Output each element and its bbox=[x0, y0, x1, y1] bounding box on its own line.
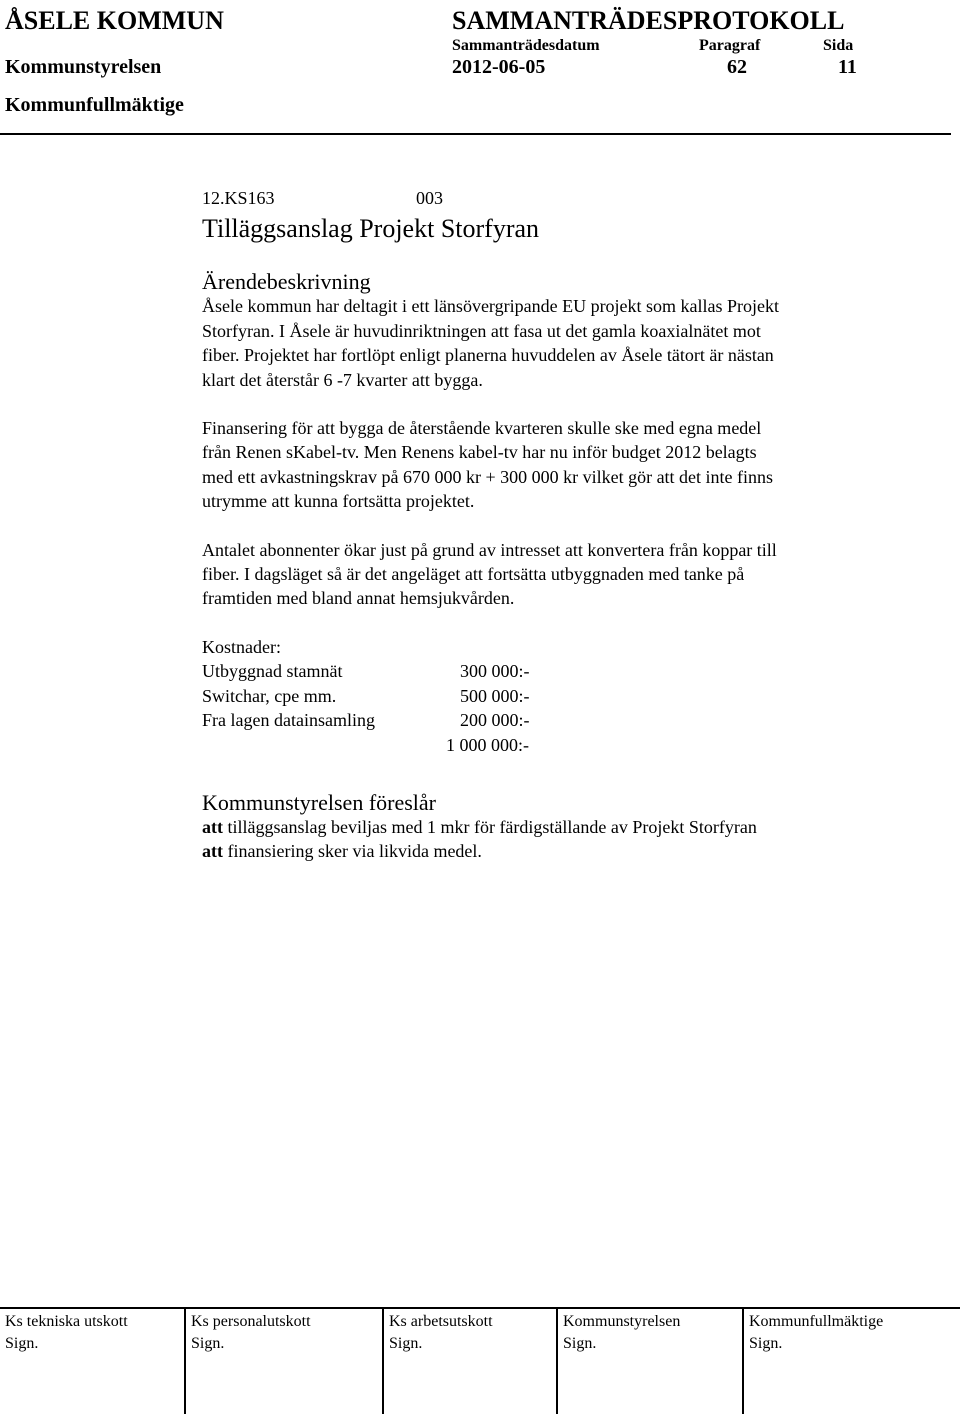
cost-label: Fra lagen datainsamling bbox=[202, 710, 375, 731]
paragraph-label: Paragraf bbox=[699, 37, 761, 54]
text-line: fiber. I dagsläget så är det angeläget att fortsätta utbyggnaden med tanke på bbox=[202, 564, 745, 585]
description-paragraph bbox=[202, 416, 902, 514]
text-line: Storfyran. I Åsele är huvudinriktningen att fasa ut det gamla koaxialnätet mot bbox=[202, 320, 761, 341]
meeting-date: 2012-06-05 bbox=[452, 56, 546, 78]
cost-row bbox=[202, 684, 902, 708]
text-line: Åsele kommun har deltagit i ett länsövergripande EU projekt som kallas Projekt bbox=[202, 296, 780, 317]
proposal-keyword: att bbox=[202, 841, 223, 862]
cost-total: 1 000 000:- bbox=[446, 734, 529, 755]
signature-cell-ks-tekniska-utskott bbox=[0, 1307, 184, 1414]
case-reference bbox=[202, 186, 902, 210]
governing-body: Kommunstyrelsen bbox=[5, 56, 162, 78]
cost-amount: 500 000:- bbox=[460, 685, 530, 706]
signature-cell-ks-personalutskott bbox=[184, 1307, 384, 1414]
signature-body-name: Ks arbetsutskott bbox=[389, 1313, 493, 1330]
cost-label: Switchar, cpe mm. bbox=[202, 685, 337, 706]
header-divider bbox=[0, 133, 951, 135]
signature-label: Sign. bbox=[191, 1335, 225, 1352]
signature-label: Sign. bbox=[5, 1335, 39, 1352]
cost-label: Utbyggnad stamnät bbox=[202, 661, 343, 682]
text-line: Antalet abonnenter ökar just på grund av intresset att konvertera från koppar till bbox=[202, 539, 777, 560]
signature-label: Sign. bbox=[749, 1335, 783, 1352]
proposal-keyword: att bbox=[202, 816, 223, 837]
description-paragraph bbox=[202, 538, 902, 611]
cost-row bbox=[202, 659, 902, 683]
text-line: med ett avkastningskrav på 670 000 kr + 300 000 kr vilket gör att det inte finns bbox=[202, 466, 774, 487]
cost-amount: 200 000:- bbox=[460, 710, 530, 731]
document-type-title: SAMMANTRÄDESPROTOKOLL bbox=[452, 6, 845, 35]
signature-cell-kommunstyrelsen bbox=[556, 1307, 744, 1414]
page-label: Sida bbox=[823, 37, 854, 54]
signature-body-name: Ks personalutskott bbox=[191, 1313, 311, 1330]
document-body bbox=[202, 186, 902, 864]
organization-name: ÅSELE KOMMUN bbox=[5, 6, 224, 35]
signature-body-name: Kommunstyrelsen bbox=[563, 1313, 681, 1330]
proposal-line bbox=[202, 839, 902, 863]
text-line: utrymme att kunna fortsätta projektet. bbox=[202, 491, 475, 512]
sub-body: Kommunfullmäktige bbox=[5, 94, 184, 116]
proposal-heading: Kommunstyrelsen föreslår bbox=[202, 789, 436, 815]
description-heading: Ärendebeskrivning bbox=[202, 269, 371, 295]
description-paragraph bbox=[202, 294, 902, 392]
text-line: fiber. Projektet har fortlöpt enligt planerna huvuddelen av Åsele tätort är nästan bbox=[202, 345, 774, 366]
signature-body-name: Ks tekniska utskott bbox=[5, 1313, 128, 1330]
case-number: 12.KS163 bbox=[202, 188, 275, 208]
proposal-line bbox=[202, 815, 902, 839]
text-line: från Renen sKabel-tv. Men Renens kabel-tv har nu inför budget 2012 belagts bbox=[202, 442, 757, 463]
signature-body-name: Kommunfullmäktige bbox=[749, 1313, 884, 1330]
proposal-text: finansiering sker via likvida medel. bbox=[223, 841, 482, 862]
text-line: klart det återstår 6 -7 kvarter att bygga. bbox=[202, 369, 483, 390]
signature-label: Sign. bbox=[389, 1335, 423, 1352]
case-title: Tilläggsanslag Projekt Storfyran bbox=[202, 214, 540, 244]
signature-cell-ks-arbetsutskott bbox=[382, 1307, 558, 1414]
proposal-text: tilläggsanslag beviljas med 1 mkr för färdigställande av Projekt Storfyran bbox=[223, 816, 757, 837]
page-number: 11 bbox=[838, 56, 857, 78]
signature-cell-kommunfullmaktige bbox=[742, 1307, 960, 1414]
signature-label: Sign. bbox=[563, 1335, 597, 1352]
meeting-date-label: Sammanträdesdatum bbox=[452, 37, 600, 54]
cost-row bbox=[202, 708, 902, 732]
text-line: framtiden med bland annat hemsjukvården. bbox=[202, 588, 515, 609]
case-code: 003 bbox=[416, 188, 443, 208]
cost-amount: 300 000:- bbox=[460, 661, 530, 682]
paragraph-number: 62 bbox=[727, 56, 747, 78]
text-line: Finansering för att bygga de återstående kvarteren skulle ske med egna medel bbox=[202, 418, 762, 439]
costs-heading: Kostnader: bbox=[202, 636, 281, 657]
